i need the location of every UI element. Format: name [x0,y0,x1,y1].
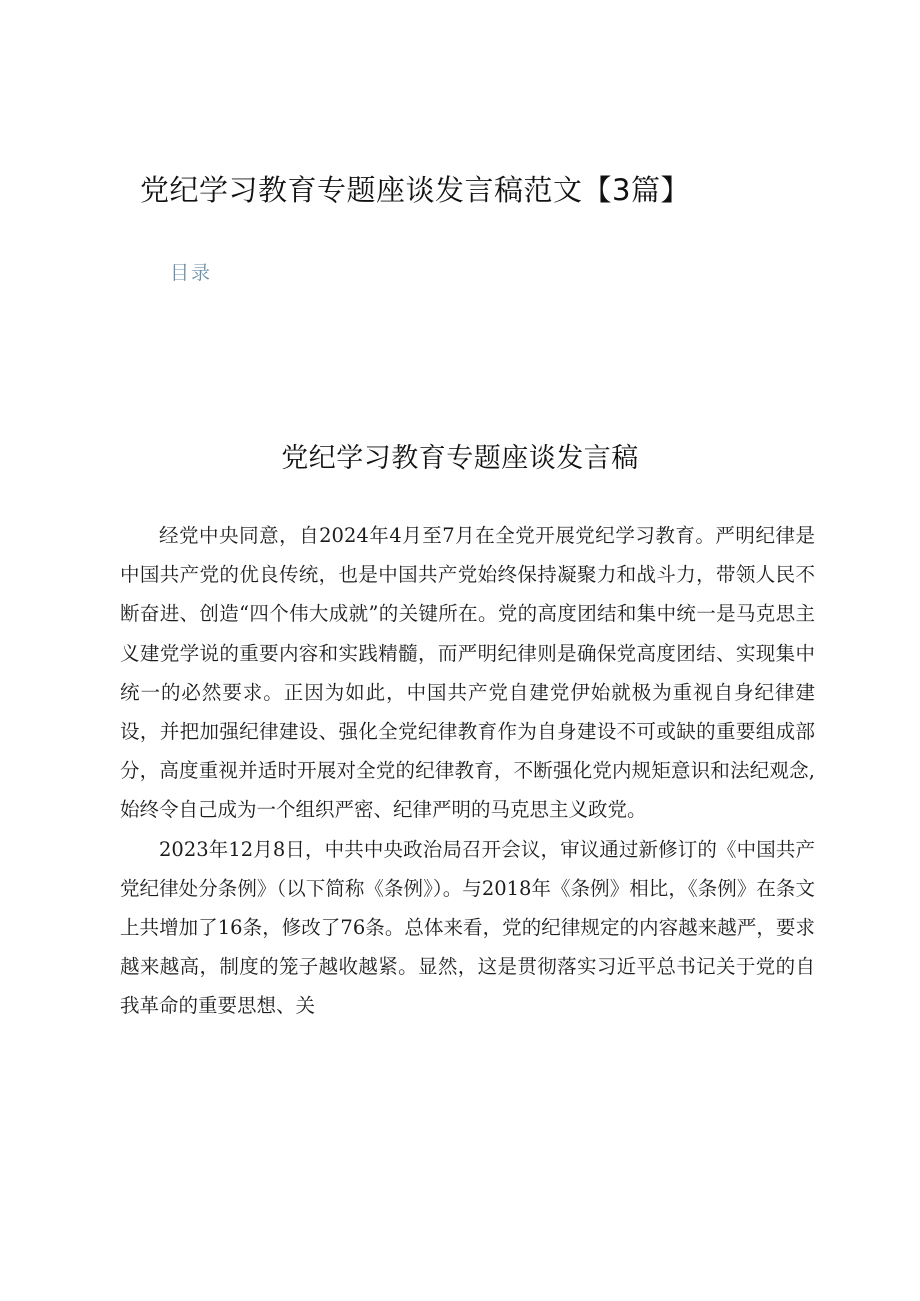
section-title: 党纪学习教育专题座谈发言稿 [281,443,639,474]
paragraph-2: 2023年12月8日，中共中央政治局召开会议，审议通过新修订的《中国共产党纪律处分条例》（以下简称《条例》）。与2018年《条例》相比，《条例》在条文上共增加了16条，修改了76条。总体来看，党的纪律规定的内容越来越严，要求越来越高，制度的笼子越收越紧。显然，这是贯彻落实习近平总书记关于党的自我革命的重要思想、关 [120,837,815,1018]
body-text [120,516,815,1026]
document-title: 党纪学习教育专题座谈发言稿范文【3篇】 [140,173,690,207]
table-of-contents-link[interactable]: 目录 [170,262,213,284]
paragraph-1: 经党中央同意，自2024年4月至7月在全党开展党纪学习教育。严明纪律是中国共产党的优良传统，也是中国共产党始终保持凝聚力和战斗力，带领人民不断奋进、创造“四个伟大成就”的关键所在。党的高度团结和集中统一是马克思主义建党学说的重要内容和实践精髓，而严明纪律则是确保党高度团结、实现集中统一的必然要求。正因为如此，中国共产党自建党伊始就极为重视自身纪律建设，并把加强纪律建设、强化全党纪律教育作为自身建设不可或缺的重要组成部分，高度重视并适时开展对全党的纪律教育，不断强化党内规矩意识和法纪观念,始终令自己成为一个组织严密、纪律严明的马克思主义政党。 [120,524,815,822]
